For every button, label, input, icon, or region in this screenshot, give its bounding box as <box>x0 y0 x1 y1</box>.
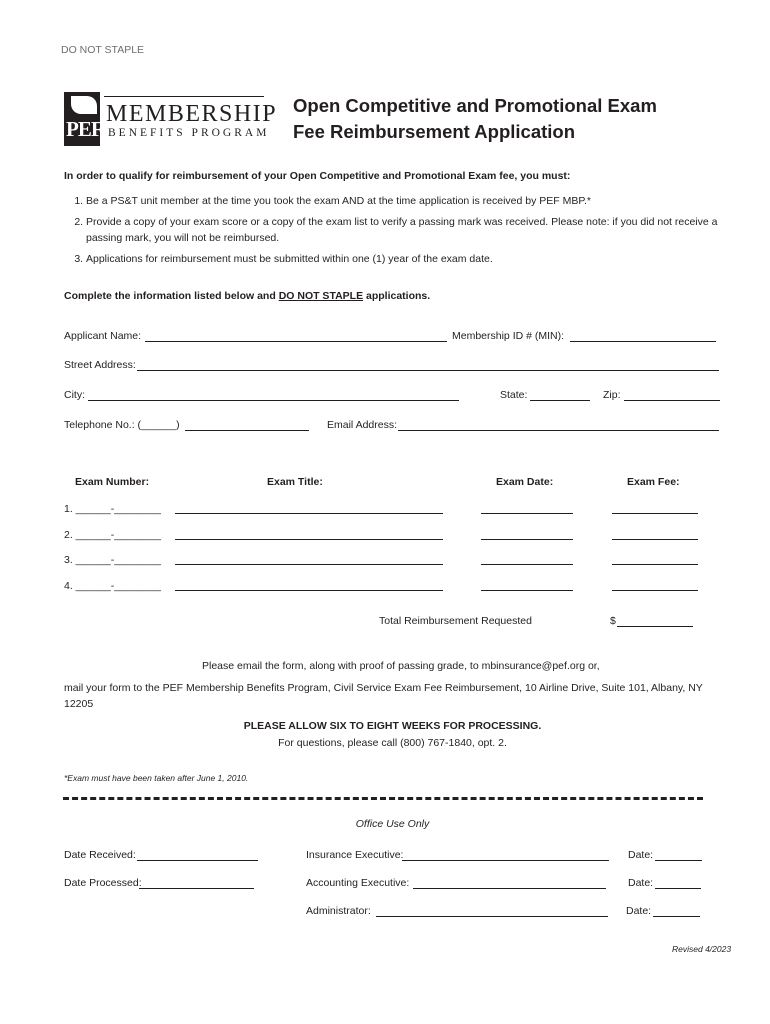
city-label: City: <box>64 389 85 401</box>
office-use-heading: Office Use Only <box>355 818 430 830</box>
date-processed-field[interactable] <box>139 888 254 889</box>
applicant-name-label: Applicant Name: <box>64 330 142 342</box>
exam-fee-field[interactable] <box>612 590 698 591</box>
exam-date-field[interactable] <box>481 539 573 540</box>
requirement-item: 2. Provide a copy of your exam score or a copy of the exam list to verify a passing mark was received. Please note: if you did not receive a passing mark, you will not be reimbursed. <box>86 214 736 246</box>
zip-label: Zip: <box>603 389 621 401</box>
logo-line2: BENEFITS PROGRAM <box>108 127 270 139</box>
page-title <box>293 93 713 145</box>
total-label: Total Reimbursement Requested <box>379 615 532 627</box>
exam-number-field[interactable]: 1. ______-________ <box>64 503 161 515</box>
do-not-staple-underlined: DO NOT STAPLE <box>278 290 364 302</box>
requirement-item: 1. Be a PS&T unit member at the time you took the exam AND at the time application is received by PEF MBP.* <box>86 193 736 209</box>
mail-instructions-line1: mail your form to the PEF Membership Benefits Program, Civil Service Exam Fee Reimbursement, 10 Airline Drive, Suite 101, Albany, NY <box>64 682 703 694</box>
zip-field[interactable] <box>624 400 720 401</box>
pef-logo <box>64 92 278 146</box>
exam-date-field[interactable] <box>481 564 573 565</box>
total-field[interactable] <box>617 626 693 627</box>
logo-line1: MEMBERSHIP <box>106 101 278 127</box>
exam-date-field[interactable] <box>481 513 573 514</box>
date-label: Date: <box>626 905 652 917</box>
logo-leaf-icon <box>71 96 97 114</box>
exam-date-field[interactable] <box>481 590 573 591</box>
exam-title-field[interactable] <box>175 539 443 540</box>
membership-id-field[interactable] <box>570 341 716 342</box>
processing-notice: PLEASE ALLOW SIX TO EIGHT WEEKS FOR PROCESSING. <box>243 720 542 732</box>
accounting-exec-label: Accounting Executive: <box>306 877 410 889</box>
mail-instructions-line2: 12205 <box>64 698 94 710</box>
requirements-list <box>64 193 736 272</box>
date-received-label: Date Received: <box>64 849 136 861</box>
exam-title-field[interactable] <box>175 590 443 591</box>
date-field[interactable] <box>655 888 701 889</box>
email-label: Email Address: <box>327 419 398 431</box>
exam-fee-field[interactable] <box>612 539 698 540</box>
exam-number-field[interactable]: 4. ______-________ <box>64 580 161 592</box>
title-line-2: Fee Reimbursement Application <box>293 121 576 142</box>
exam-fee-field[interactable] <box>612 564 698 565</box>
administrator-label: Administrator: <box>306 905 371 917</box>
date-label: Date: <box>628 877 654 889</box>
exam-number-header: Exam Number: <box>75 476 150 488</box>
insurance-exec-label: Insurance Executive: <box>306 849 404 861</box>
street-address-field[interactable] <box>137 370 719 371</box>
date-field[interactable] <box>653 916 700 917</box>
footnote: *Exam must have been taken after June 1, 2010. <box>64 773 249 783</box>
telephone-field[interactable] <box>185 430 309 431</box>
membership-id-label: Membership ID # (MIN): <box>452 330 565 342</box>
intro-text: In order to qualify for reimbursement of your Open Competitive and Promotional Exam fee, you must: <box>64 170 571 182</box>
date-label: Date: <box>628 849 654 861</box>
complete-info-text: Complete the information listed below and DO NOT STAPLE applications. <box>64 290 431 302</box>
exam-fee-header: Exam Fee: <box>627 476 680 488</box>
insurance-exec-field[interactable] <box>402 860 609 861</box>
revised-date: Revised 4/2023 <box>672 944 732 954</box>
exam-title-field[interactable] <box>175 564 443 565</box>
title-line-1: Open Competitive and Promotional Exam <box>293 95 657 116</box>
city-field[interactable] <box>88 400 459 401</box>
date-received-field[interactable] <box>137 860 258 861</box>
exam-date-header: Exam Date: <box>496 476 554 488</box>
exam-number-field[interactable]: 2. ______-________ <box>64 529 161 541</box>
cut-line-divider <box>63 797 703 800</box>
applicant-name-field[interactable] <box>145 341 447 342</box>
date-processed-label: Date Processed: <box>64 877 142 889</box>
total-dollar-sign: $ <box>610 615 616 627</box>
exam-title-field[interactable] <box>175 513 443 514</box>
state-label: State: <box>500 389 528 401</box>
exam-number-field[interactable]: 3. ______-________ <box>64 554 161 566</box>
date-field[interactable] <box>655 860 702 861</box>
email-instructions: Please email the form, along with proof of passing grade, to mbinsurance@pef.org or, <box>202 660 600 672</box>
administrator-field[interactable] <box>376 916 608 917</box>
telephone-label: Telephone No.: (______) <box>64 419 180 431</box>
logo-mark-text: PEF <box>66 117 103 141</box>
email-field[interactable] <box>398 430 719 431</box>
requirement-item: 3. Applications for reimbursement must be submitted within one (1) year of the exam date. <box>86 251 736 267</box>
exam-fee-field[interactable] <box>612 513 698 514</box>
state-field[interactable] <box>530 400 590 401</box>
accounting-exec-field[interactable] <box>413 888 606 889</box>
staple-note: DO NOT STAPLE <box>61 44 145 56</box>
exam-title-header: Exam Title: <box>267 476 323 488</box>
street-address-label: Street Address: <box>64 359 136 371</box>
questions-line: For questions, please call (800) 767-1840, opt. 2. <box>278 737 507 749</box>
